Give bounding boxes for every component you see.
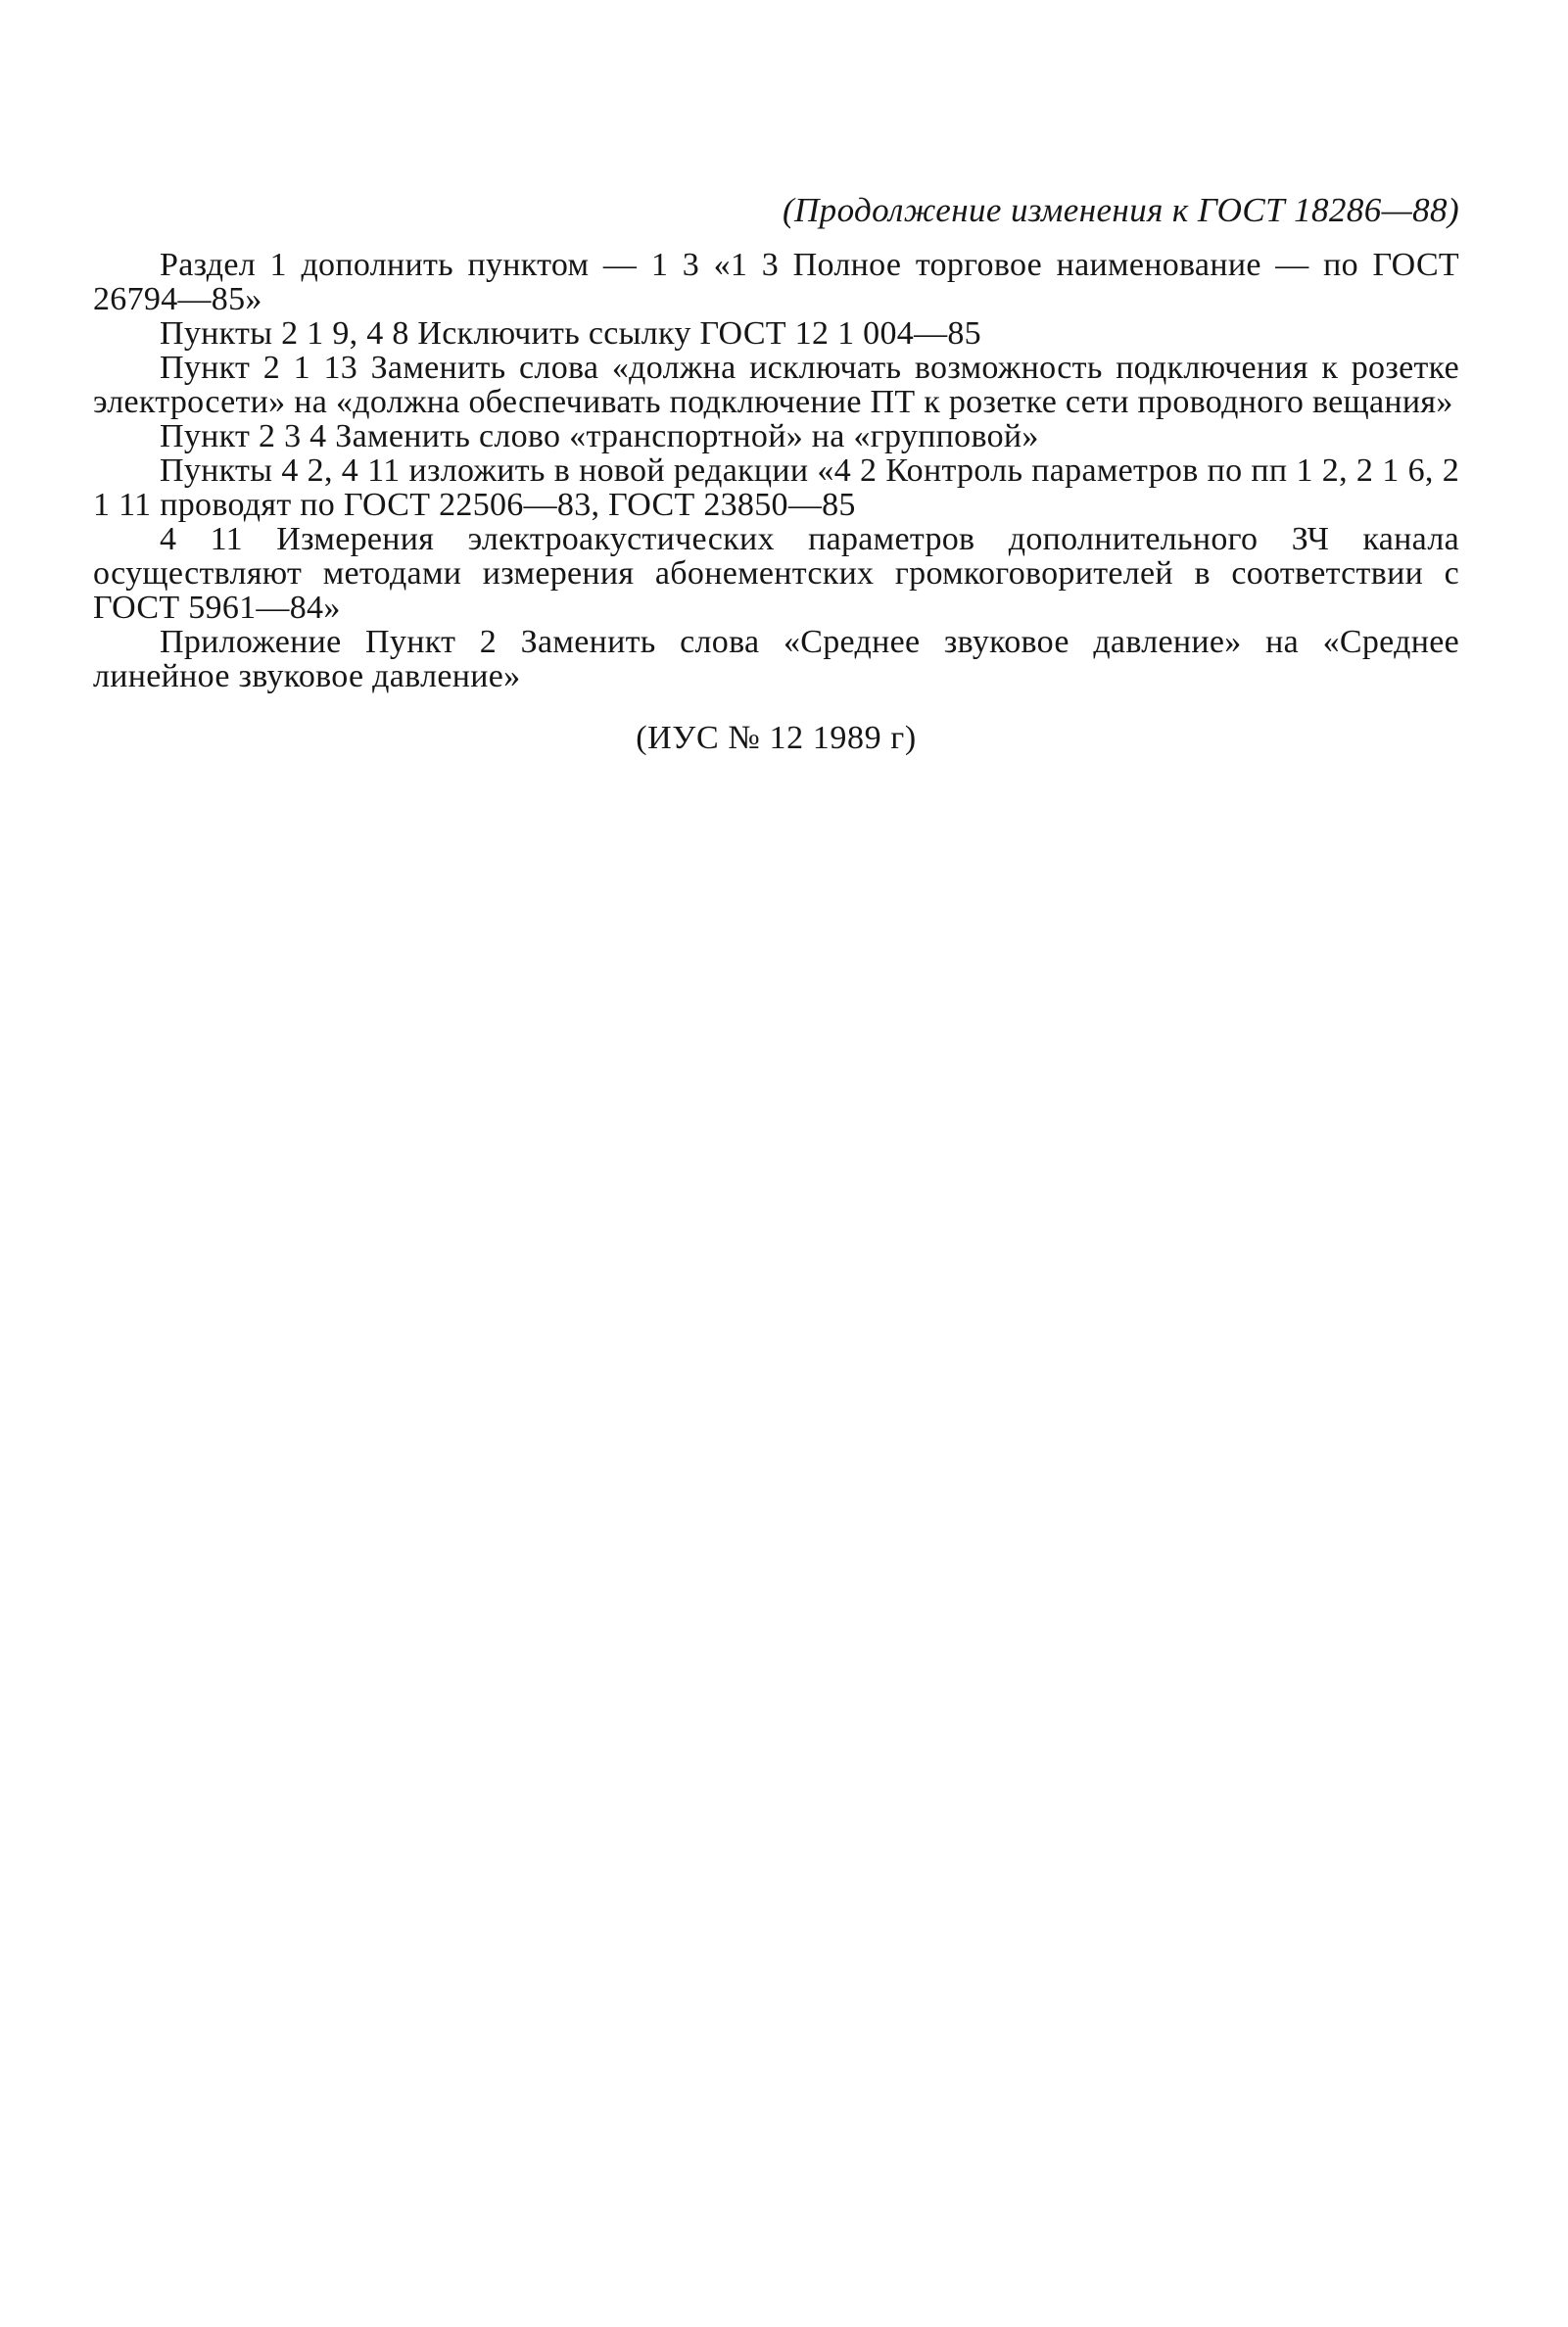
paragraph-item-2-1-13: Пункт 2 1 13 Заменить слова «должна исключать возможность подключения к розетке электросети» на «должна обеспечивать подключение ПТ к розетке сети проводного вещания» (93, 350, 1459, 420)
paragraph-items-4-2: Пункты 4 2, 4 11 изложить в новой редакции «4 2 Контроль параметров по пп 1 2, 2 1 6, 2 1 11 проводят по ГОСТ 22506—83, ГОСТ 23850—85 (93, 452, 1459, 523)
continuation-header: (Продолжение изменения к ГОСТ 18286—88) (782, 191, 1459, 229)
ius-reference: (ИУС № 12 1989 г) (636, 720, 917, 756)
paragraph-section-1: Раздел 1 дополнить пунктом — 1 3 «1 3 Полное торговое наименование — по ГОСТ 26794—85» (93, 247, 1459, 317)
paragraph-items-2-1-9: Пункты 2 1 9, 4 8 Исключить ссылку ГОСТ 12 1 004—85 (160, 315, 981, 352)
document-page (93, 191, 1459, 755)
paragraph-item-2-3-4: Пункт 2 3 4 Заменить слово «транспортной» на «групповой» (160, 418, 1039, 454)
paragraph-item-4-11: 4 11 Измерения электроакустических параметров дополнительного ЗЧ канала осуществляют методами измерения абонементских громкоговорителей в соответствии с ГОСТ 5961—84» (93, 521, 1459, 626)
paragraph-appendix: Приложение Пункт 2 Заменить слова «Среднее звуковое давление» на «Среднее линейное звуковое давление» (93, 624, 1459, 694)
